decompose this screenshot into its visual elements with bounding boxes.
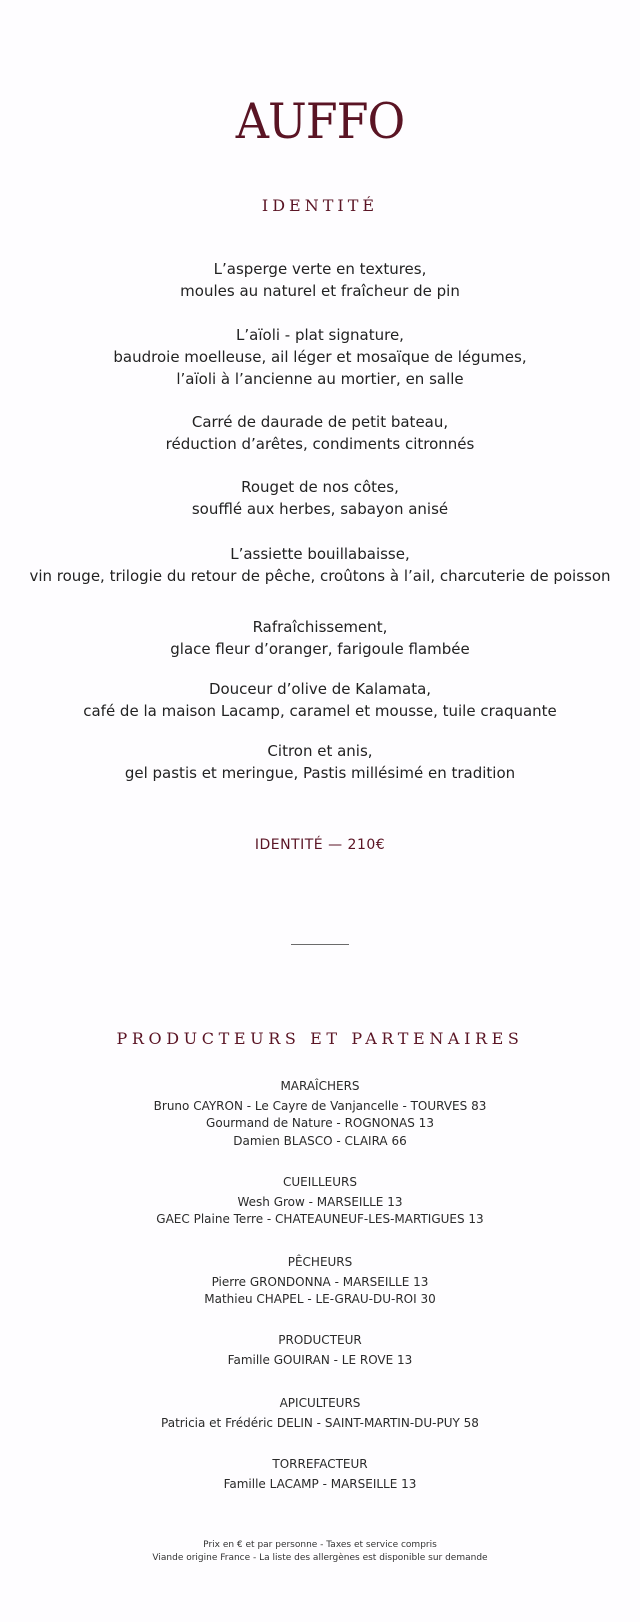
menu-price: IDENTITÉ — 210€ [254,837,386,853]
dish-7 [0,678,640,722]
partner-group-torrefacteur [0,1456,640,1493]
partner-group-title: CUEILLEURS [283,1175,357,1189]
dish-description: moules au naturel et fraîcheur de pin [180,282,460,300]
dish-description: l’aïoli à l’ancienne au mortier, en salle [176,370,464,388]
partner-item: GAEC Plaine Terre - CHATEAUNEUF-LES-MARTIGUES 13 [156,1212,484,1226]
dish-description: vin rouge, trilogie du retour de pêche, croûtons à l’ail, charcuterie de poisson [29,567,611,585]
dish-description: baudroie moelleuse, ail léger et mosaïque de légumes, [113,348,527,366]
menu-title: IDENTITÉ [261,196,379,215]
partner-item: Mathieu CHAPEL - LE-GRAU-DU-ROI 30 [204,1292,436,1306]
partner-item: Famille LACAMP - MARSEILLE 13 [223,1476,417,1491]
dish-description: gel pastis et meringue, Pastis millésimé en tradition [124,764,516,782]
footer-price-note: Prix en € et par personne - Taxes et service compris [203,1540,437,1550]
partner-group-title: APICULTEURS [279,1396,361,1410]
dish-name: L’aïoli - plat signature, [236,326,404,344]
dish-name: Carré de daurade de petit bateau, [191,413,449,431]
partner-item: Bruno CAYRON - Le Cayre de Vanjancelle - TOURVES 83 [153,1098,487,1113]
partners-title: PRODUCTEURS ET PARTENAIRES [116,1029,524,1048]
dish-name: Rafraîchissement, [252,618,388,636]
dish-name: L’asperge verte en textures, [213,260,427,278]
partner-group-producteur [0,1332,640,1369]
dish-1 [0,258,640,302]
partner-item: Gourmand de Nature - ROGNONAS 13 [206,1116,434,1130]
partner-group-title: PÊCHEURS [287,1255,353,1269]
dish-4 [0,476,640,520]
footer-notes [0,1539,640,1565]
dish-name: Citron et anis, [267,742,373,760]
partner-item: Pierre GRONDONNA - MARSEILLE 13 [211,1274,429,1289]
dish-description: café de la maison Lacamp, caramel et mousse, tuile craquante [83,702,557,720]
restaurant-logo: AUFFO [235,92,405,150]
partner-item: Wesh Grow - MARSEILLE 13 [237,1194,403,1209]
dish-description: soufflé aux herbes, sabayon anisé [191,500,449,518]
partner-group-pecheurs [0,1254,640,1309]
partner-group-title: MARAÎCHERS [280,1079,360,1093]
dish-3 [0,411,640,455]
dish-2 [0,324,640,390]
dish-name: L’assiette bouillabaisse, [230,545,410,563]
partner-group-title: PRODUCTEUR [278,1333,362,1347]
dish-8 [0,740,640,784]
partner-item: Famille GOUIRAN - LE ROVE 13 [227,1352,413,1367]
partner-group-title: TORREFACTEUR [272,1457,368,1471]
partner-group-apiculteurs [0,1395,640,1432]
dish-6 [0,616,640,660]
partner-item: Patricia et Frédéric DELIN - SAINT-MARTIN-DU-PUY 58 [161,1415,479,1430]
partner-item: Damien BLASCO - CLAIRA 66 [233,1133,407,1148]
dish-description: réduction d’arêtes, condiments citronnés [165,435,475,453]
partner-group-cueilleurs [0,1174,640,1229]
dish-name: Rouget de nos côtes, [241,478,399,496]
footer-allergen-note: Viande origine France - La liste des allergènes est disponible sur demande [152,1553,488,1563]
dish-name: Douceur d’olive de Kalamata, [208,680,432,698]
section-divider [291,944,349,945]
partner-group-maraichers [0,1078,640,1150]
dish-description: glace fleur d’oranger, farigoule flambée [170,640,470,658]
dish-5 [0,543,640,587]
